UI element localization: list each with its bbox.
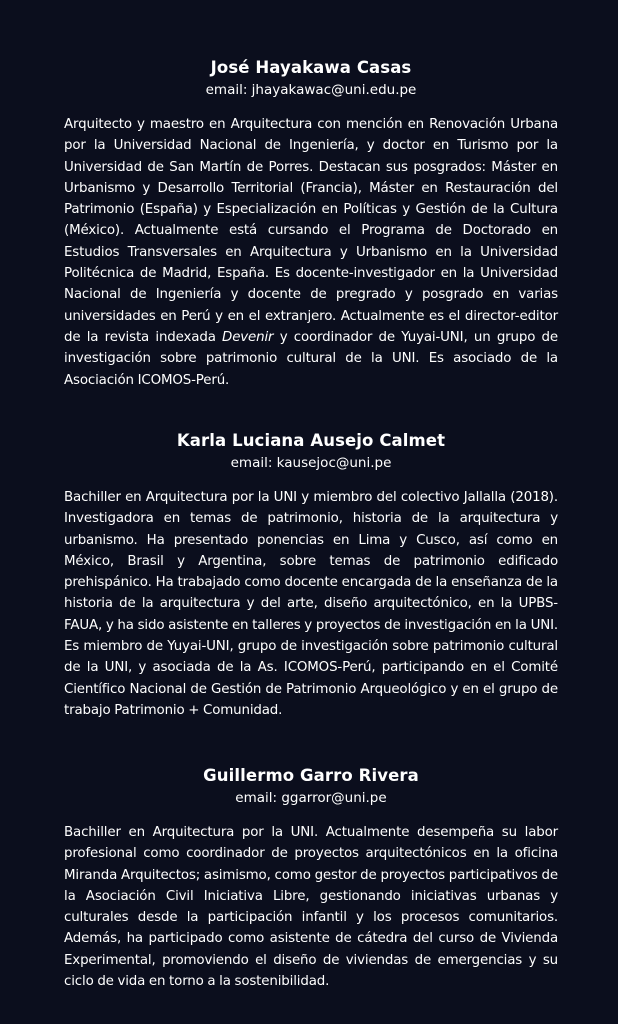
author-bio-garro bbox=[64, 764, 558, 992]
author-email[interactable]: email: kausejoc@uni.pe bbox=[230, 455, 392, 471]
author-biography: Bachiller en Arquitectura por la UNI y miembro del colectivo Jallalla (2018). Investigadora en temas de patrimonio, historia de la arquitectura y urbanismo. Ha presentado ponencias en Lima y Cusco, así como en México, Brasil y Argentina, sobre temas de patrimonio edificado prehispánico. Ha trabajado como docente encargada de la enseñanza de la historia de la arquitectura y del arte, diseño arquitectónico, en la UPBS-FAUA, y ha sido asistente en talleres y proyectos de investigación en la UNI. Es miembro de Yuyai-UNI, grupo de investigación sobre patrimonio cultural de la UNI, y asociada de la As. ICOMOS-Perú, participando en el Comité Científico Nacional de Gestión de Patrimonio Arqueológico y en el grupo de trabajo Patrimonio + Comunidad. bbox=[64, 490, 558, 718]
author-biography bbox=[64, 114, 558, 391]
author-name: Karla Luciana Ausejo Calmet bbox=[176, 431, 446, 450]
author-name: Guillermo Garro Rivera bbox=[203, 766, 419, 785]
author-email[interactable]: email: jhayakawac@uni.edu.pe bbox=[205, 82, 417, 98]
author-bio-hayakawa bbox=[64, 56, 558, 391]
author-name: José Hayakawa Casas bbox=[210, 58, 412, 77]
author-email[interactable]: email: ggarror@uni.pe bbox=[235, 790, 387, 806]
author-bio-ausejo bbox=[64, 429, 558, 721]
journal-title: Devenir bbox=[222, 329, 274, 345]
author-biography: Bachiller en Arquitectura por la UNI. Actualmente desempeña su labor profesional como coordinador de proyectos arquitectónicos en la oficina Miranda Arquitectos; asimismo, como gestor de proyectos participativos de la Asociación Civil Iniciativa Libre, gestionando iniciativas urbanas y culturales desde la participación infantil y los procesos comunitarios. Además, ha participado como asistente de cátedra del curso de Vivienda Experimental, promoviendo el diseño de viviendas de emergencias y su ciclo de vida en torno a la sostenibilidad. bbox=[64, 825, 558, 990]
bio-text-part: Arquitecto y maestro en Arquitectura con mención en Renovación Urbana por la Universidad Nacional de Ingeniería, y doctor en Turismo por la Universidad de San Martín de Porres. Destacan sus posgrados: Máster en Urbanismo y Desarrollo Territorial (Francia), Máster en Restauración del Patrimonio (España) y Especialización en Políticas y Gestión de la Cultura (México). Actualmente está cursando el Programa de Doctorado en Estudios Transversales en Arquitectura y Urbanismo en la Universidad Politécnica de Madrid, España. Es docente-investigador en la Universidad Nacional de Ingeniería y docente de pregrado y posgrado en varias universidades en Perú y en el extranjero. Actualmente es el director-editor de la revista indexada bbox=[64, 117, 558, 345]
bio-text-part: y coordinador de Yuyai-UNI, un grupo de investigación sobre patrimonio cultural de la UNI. Es asociado de la Asociación ICOMOS-Perú. bbox=[64, 329, 558, 388]
